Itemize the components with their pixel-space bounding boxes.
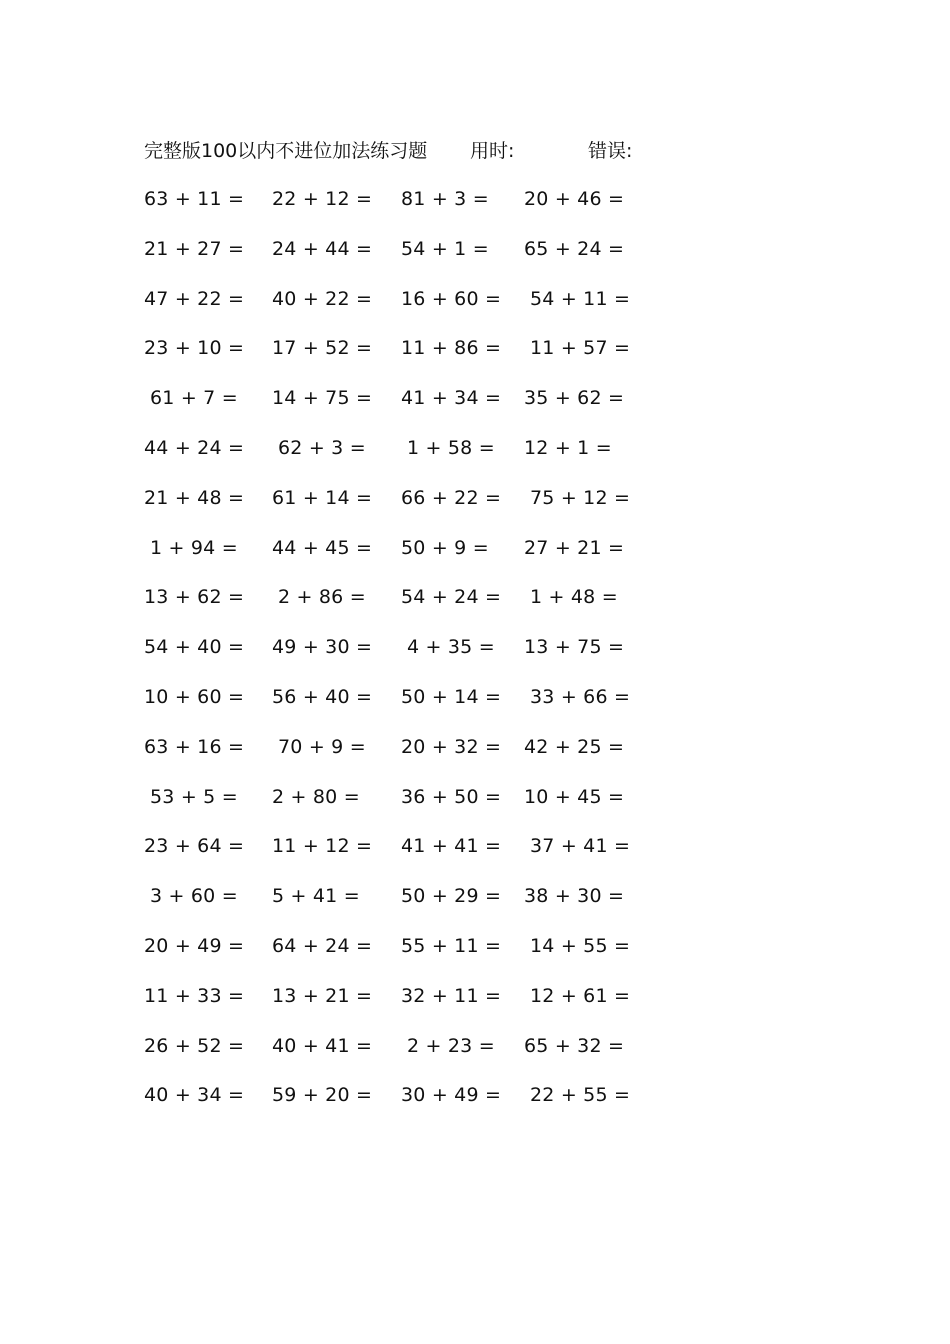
addition-problem: 11 + 12 = [272,835,373,858]
addition-problem: 20 + 49 = [144,934,245,957]
problem-row [144,682,644,732]
addition-problem: 2 + 86 = [278,586,366,609]
addition-problem: 63 + 16 = [144,735,245,758]
addition-problem: 21 + 27 = [144,237,245,260]
addition-problem: 36 + 50 = [401,785,502,808]
addition-problem: 1 + 48 = [530,586,618,609]
addition-problem: 47 + 22 = [144,287,245,310]
addition-problem: 27 + 21 = [524,536,625,559]
addition-problem: 2 + 80 = [272,785,360,808]
addition-problem: 65 + 24 = [524,237,625,260]
addition-problem: 17 + 52 = [272,337,373,360]
problem-row [144,831,644,881]
problem-row [144,1031,644,1081]
addition-problem: 64 + 24 = [272,934,373,957]
addition-problem: 81 + 3 = [401,188,489,210]
problem-grid [144,184,644,1130]
addition-problem: 54 + 24 = [401,586,502,609]
addition-problem: 23 + 64 = [144,835,245,858]
addition-problem: 59 + 20 = [272,1084,373,1107]
addition-problem: 1 + 58 = [407,436,495,459]
addition-problem: 50 + 9 = [401,536,489,559]
addition-problem: 44 + 45 = [272,536,373,559]
addition-problem: 54 + 40 = [144,636,245,659]
addition-problem: 22 + 12 = [272,188,373,210]
addition-problem: 41 + 34 = [401,387,502,410]
problem-row [144,284,644,334]
addition-problem: 10 + 60 = [144,685,245,708]
addition-problem: 33 + 66 = [530,685,631,708]
addition-problem: 12 + 61 = [530,984,631,1007]
addition-problem: 11 + 57 = [530,337,631,360]
addition-problem: 42 + 25 = [524,735,625,758]
problem-row [144,1080,644,1130]
addition-problem: 13 + 75 = [524,636,625,659]
problem-row [144,383,644,433]
addition-problem: 55 + 11 = [401,934,502,957]
addition-problem: 37 + 41 = [530,835,631,858]
addition-problem: 16 + 60 = [401,287,502,310]
addition-problem: 56 + 40 = [272,685,373,708]
addition-problem: 20 + 32 = [401,735,502,758]
addition-problem: 38 + 30 = [524,885,625,908]
addition-problem: 41 + 41 = [401,835,502,858]
addition-problem: 21 + 48 = [144,486,245,509]
addition-problem: 14 + 75 = [272,387,373,410]
addition-problem: 70 + 9 = [278,735,366,758]
addition-problem: 35 + 62 = [524,387,625,410]
errors-label: 错误: [588,140,633,162]
addition-problem: 40 + 22 = [272,287,373,310]
addition-problem: 14 + 55 = [530,934,631,957]
addition-problem: 10 + 45 = [524,785,625,808]
addition-problem: 24 + 44 = [272,237,373,260]
addition-problem: 11 + 86 = [401,337,502,360]
addition-problem: 62 + 3 = [278,436,366,459]
addition-problem: 11 + 33 = [144,984,245,1007]
addition-problem: 61 + 7 = [150,387,238,410]
problem-row [144,981,644,1031]
addition-problem: 63 + 11 = [144,188,245,210]
problem-row [144,582,644,632]
addition-problem: 40 + 41 = [272,1034,373,1057]
addition-problem: 54 + 11 = [530,287,631,310]
addition-problem: 26 + 52 = [144,1034,245,1057]
addition-problem: 12 + 1 = [524,436,612,459]
addition-problem: 49 + 30 = [272,636,373,659]
addition-problem: 3 + 60 = [150,885,238,908]
addition-problem: 22 + 55 = [530,1084,631,1107]
problem-row [144,782,644,832]
problem-row [144,234,644,284]
addition-problem: 75 + 12 = [530,486,631,509]
addition-problem: 23 + 10 = [144,337,245,360]
addition-problem: 5 + 41 = [272,885,360,908]
problem-row [144,433,644,483]
addition-problem: 20 + 46 = [524,188,625,210]
addition-problem: 32 + 11 = [401,984,502,1007]
addition-problem: 44 + 24 = [144,436,245,459]
problem-row [144,483,644,533]
addition-problem: 53 + 5 = [150,785,238,808]
addition-problem: 66 + 22 = [401,486,502,509]
problem-row [144,931,644,981]
addition-problem: 54 + 1 = [401,237,489,260]
worksheet-title: 完整版100以内不进位加法练习题 [144,140,428,162]
addition-problem: 13 + 62 = [144,586,245,609]
problem-row [144,184,644,234]
problem-row [144,732,644,782]
addition-problem: 4 + 35 = [407,636,495,659]
problem-row [144,881,644,931]
addition-problem: 1 + 94 = [150,536,238,559]
problem-row [144,533,644,583]
addition-problem: 40 + 34 = [144,1084,245,1107]
addition-problem: 65 + 32 = [524,1034,625,1057]
addition-problem: 50 + 29 = [401,885,502,908]
addition-problem: 50 + 14 = [401,685,502,708]
addition-problem: 61 + 14 = [272,486,373,509]
time-used-label: 用时: [470,140,515,162]
problem-row [144,333,644,383]
addition-problem: 2 + 23 = [407,1034,495,1057]
addition-problem: 30 + 49 = [401,1084,502,1107]
problem-row [144,632,644,682]
addition-problem: 13 + 21 = [272,984,373,1007]
